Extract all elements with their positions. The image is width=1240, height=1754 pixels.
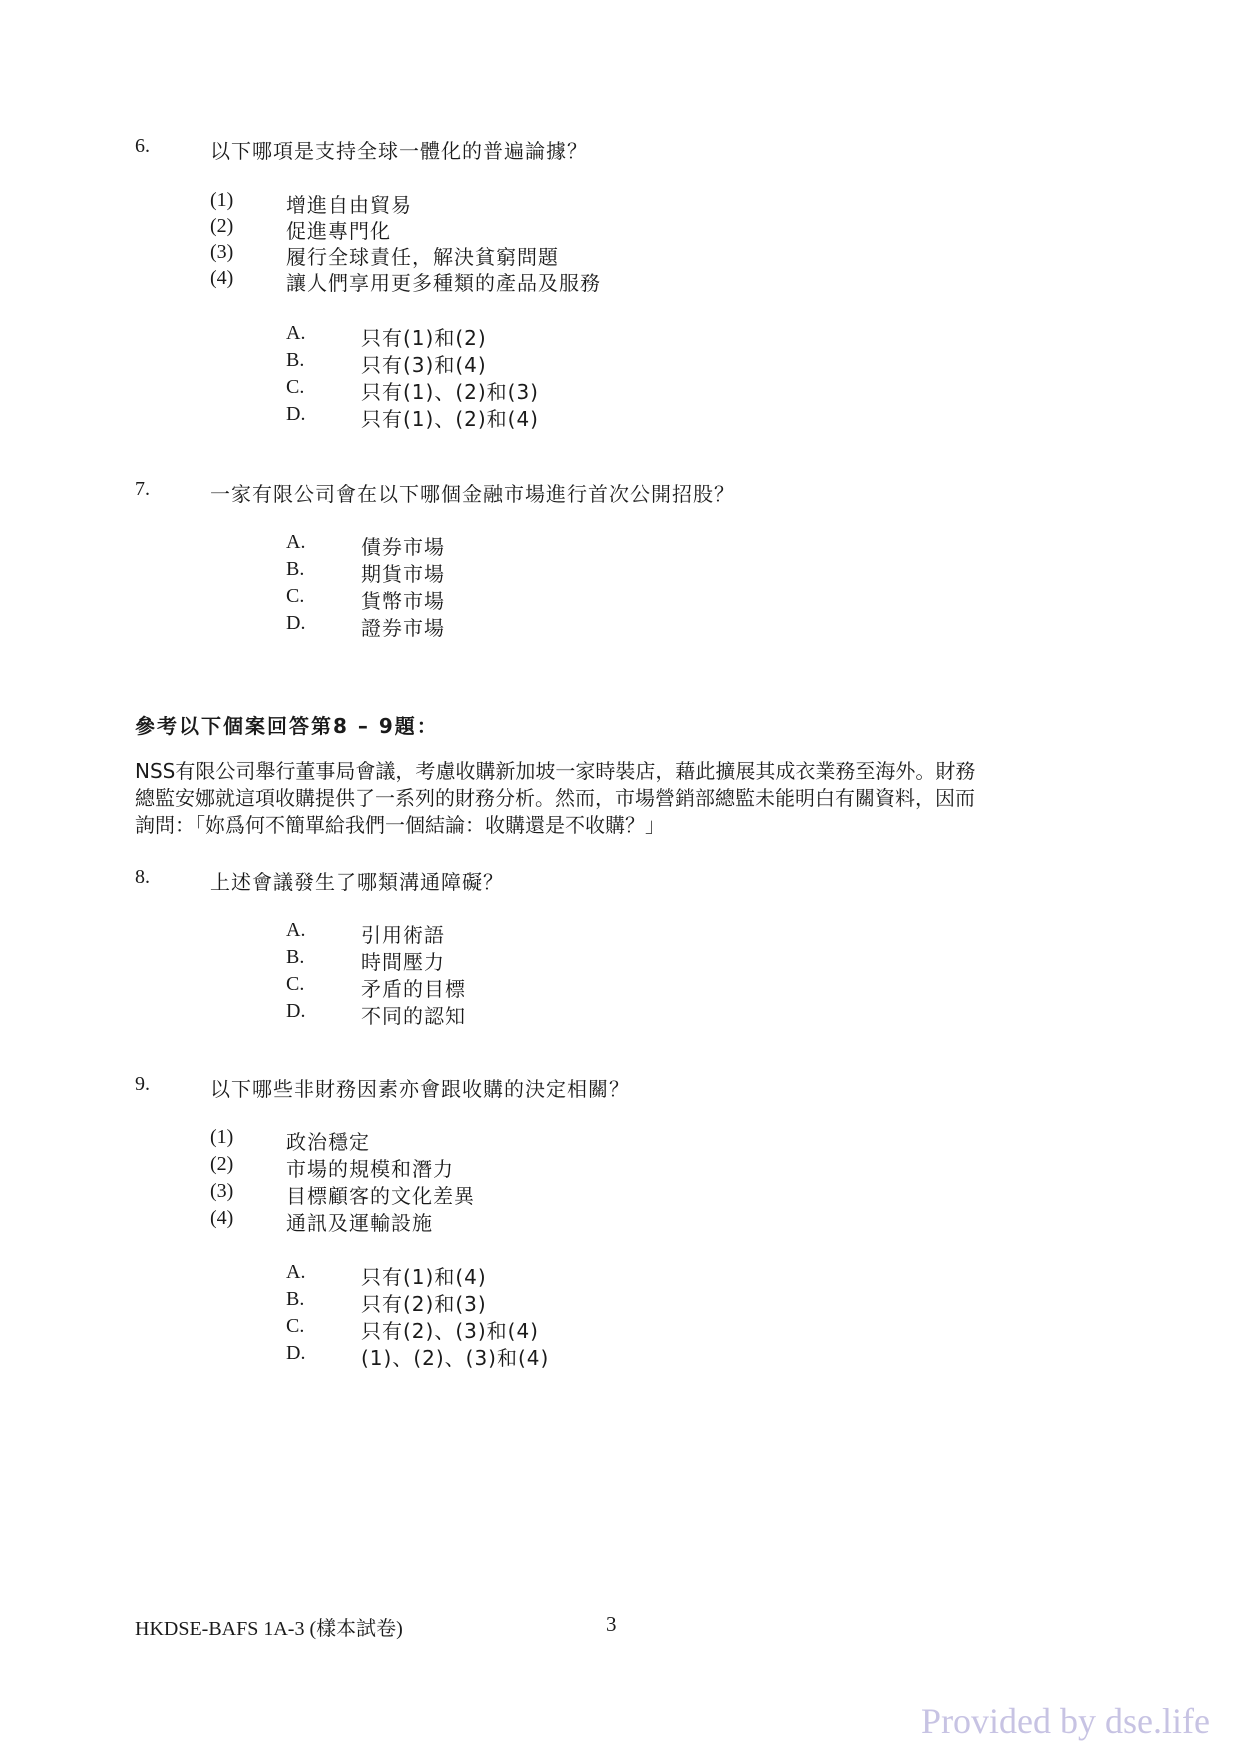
question-text: 上述會議發生了哪類溝通障礙？ [210, 870, 504, 894]
option-text: 只有(1)、(2)和(4) [361, 407, 539, 431]
statement-number: (2) [210, 1153, 234, 1175]
statement-text: 促進專門化 [286, 219, 391, 243]
option-letter: B. [286, 1288, 305, 1310]
statement-item [210, 1153, 910, 1179]
statement-number: (1) [210, 1126, 234, 1148]
statement-number: (4) [210, 1207, 234, 1229]
statement-number: (2) [210, 215, 234, 237]
answer-option-a [286, 919, 786, 945]
option-letter: C. [286, 973, 305, 995]
answer-option-c [286, 1315, 786, 1341]
statement-number: (3) [210, 1180, 234, 1202]
option-letter: C. [286, 585, 305, 607]
answer-option-a [286, 1261, 786, 1287]
statement-number: (1) [210, 189, 234, 211]
option-letter: D. [286, 403, 306, 425]
answer-option-b [286, 1288, 786, 1314]
question-number: 8. [135, 866, 150, 888]
statement-text: 履行全球責任，解決貧窮問題 [286, 245, 559, 269]
answer-option-a [286, 531, 786, 557]
option-letter: D. [286, 1000, 306, 1022]
statement-number: (3) [210, 241, 234, 263]
statement-number: (4) [210, 267, 234, 289]
option-text: 不同的認知 [361, 1004, 466, 1028]
option-text: 只有(2)、(3)和(4) [361, 1319, 539, 1343]
statement-item [210, 1180, 910, 1206]
statement-text: 通訊及運輸設施 [286, 1211, 433, 1235]
passage-line: NSS有限公司舉行董事局會議，考慮收購新加坡一家時裝店，藉此擴展其成衣業務至海外。財務 [135, 759, 976, 783]
option-text: 只有(3)和(4) [361, 353, 487, 377]
option-letter: C. [286, 376, 305, 398]
statement-item [210, 1207, 910, 1233]
statement-item [210, 189, 910, 215]
answer-option-d [286, 1342, 786, 1368]
statement-item [210, 1126, 910, 1152]
answer-option-c [286, 973, 786, 999]
question-number: 7. [135, 478, 150, 500]
answer-option-d [286, 612, 786, 638]
option-letter: D. [286, 612, 306, 634]
statement-item [210, 215, 910, 241]
passage-line: 總監安娜就這項收購提供了一系列的財務分析。然而，市場營銷部總監未能明白有關資料，因而 [135, 786, 975, 810]
option-text: 只有(1)和(2) [361, 326, 487, 350]
answer-option-a [286, 322, 786, 348]
statement-item [210, 241, 910, 267]
question-text: 以下哪項是支持全球一體化的普遍論據？ [210, 139, 588, 163]
option-letter: A. [286, 1261, 306, 1283]
statement-text: 讓人們享用更多種類的產品及服務 [286, 271, 601, 295]
answer-option-c [286, 376, 786, 402]
paper-code: HKDSE-BAFS 1A-3 (樣本試卷) [135, 1618, 403, 1640]
answer-option-b [286, 349, 786, 375]
answer-option-d [286, 403, 786, 429]
statement-text: 目標顧客的文化差異 [286, 1184, 475, 1208]
question-text: 一家有限公司會在以下哪個金融市場進行首次公開招股？ [210, 482, 735, 506]
option-text: 只有(1)、(2)和(3) [361, 380, 539, 404]
answer-option-b [286, 558, 786, 584]
answer-option-d [286, 1000, 786, 1026]
option-letter: B. [286, 946, 305, 968]
option-letter: C. [286, 1315, 305, 1337]
option-letter: D. [286, 1342, 306, 1364]
answer-option-c [286, 585, 786, 611]
option-text: 貨幣市場 [361, 589, 445, 613]
statement-text: 增進自由貿易 [286, 193, 412, 217]
option-text: 債券市場 [361, 535, 445, 559]
option-letter: B. [286, 349, 305, 371]
statement-item [210, 267, 910, 293]
option-letter: B. [286, 558, 305, 580]
answer-option-b [286, 946, 786, 972]
passage-line: 詢問：「妳爲何不簡單給我們一個結論：收購還是不收購？」 [135, 813, 665, 837]
option-text: 時間壓力 [361, 950, 445, 974]
option-letter: A. [286, 919, 306, 941]
question-number: 6. [135, 135, 150, 157]
option-text: (1)、(2)、(3)和(4) [361, 1346, 550, 1370]
option-text: 期貨市場 [361, 562, 445, 586]
option-text: 引用術語 [361, 923, 445, 947]
case-heading: 參考以下個案回答第8 – 9題： [135, 714, 439, 738]
page-number: 3 [606, 1612, 617, 1636]
option-letter: A. [286, 531, 306, 553]
case-passage [135, 758, 1125, 839]
option-text: 只有(1)和(4) [361, 1265, 487, 1289]
statement-text: 政治穩定 [286, 1130, 370, 1154]
source-watermark: Provided by dse.life [921, 1701, 1210, 1741]
option-text: 只有(2)和(3) [361, 1292, 487, 1316]
question-number: 9. [135, 1073, 150, 1095]
option-letter: A. [286, 322, 306, 344]
option-text: 矛盾的目標 [361, 977, 466, 1001]
statement-text: 市場的規模和潛力 [286, 1157, 454, 1181]
question-text: 以下哪些非財務因素亦會跟收購的決定相關？ [210, 1077, 630, 1101]
option-text: 證券市場 [361, 616, 445, 640]
